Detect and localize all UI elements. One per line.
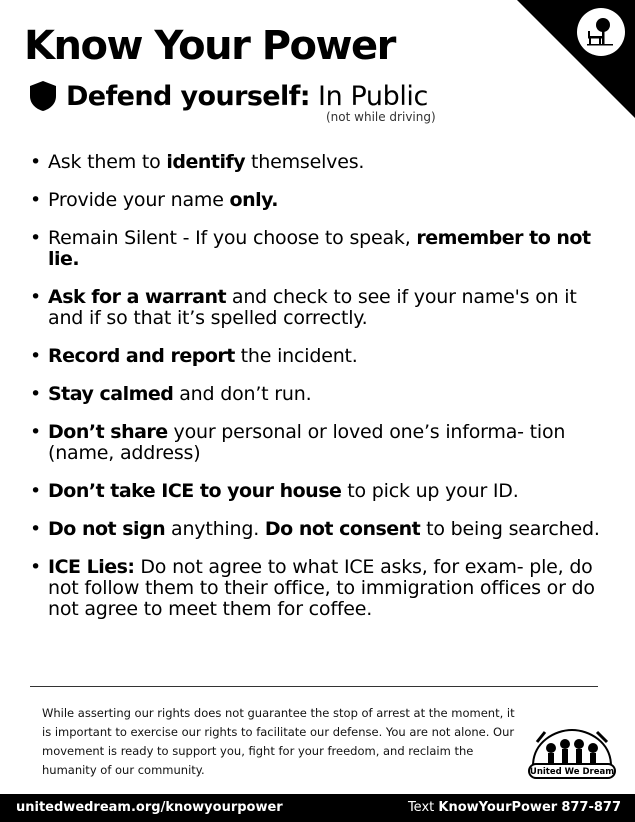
tip-text: anything. — [165, 518, 265, 540]
tip-item — [30, 152, 610, 173]
tip-emphasis: Ask for a warrant — [48, 286, 227, 308]
subtitle-bold: Defend yourself: — [66, 80, 310, 112]
tip-text: your personal or loved one’s informa- tion (name, address) — [48, 421, 566, 464]
subtitle-note: (not while driving) — [326, 110, 436, 124]
tip-item — [30, 287, 610, 329]
tip-text: and don’t run. — [173, 383, 312, 405]
tip-emphasis: Do not sign — [48, 518, 166, 540]
subtitle — [28, 78, 428, 114]
bullet-icon: • — [30, 518, 42, 540]
text-keyword: KnowYourPower — [438, 800, 558, 815]
bullet-icon: • — [30, 151, 42, 173]
tip-text: Remain Silent - If you choose to speak, — [48, 227, 417, 249]
tip-emphasis: remember to not lie. — [48, 227, 591, 270]
tip-emphasis: ICE Lies: — [48, 556, 135, 578]
page-title: Know Your Power — [24, 23, 395, 69]
bullet-icon: • — [30, 421, 42, 443]
website-link[interactable]: unitedwedream.org/knowyourpower — [16, 800, 283, 815]
tip-emphasis: Record and report — [48, 345, 235, 367]
bullet-icon: • — [30, 345, 42, 367]
tip-text: and check to see if your name's on it and if so that it’s spelled correctly. — [48, 286, 577, 329]
tip-text: the incident. — [234, 345, 358, 367]
tip-item — [30, 422, 610, 464]
tip-item — [30, 190, 610, 211]
logo-text: United We Dream — [529, 767, 615, 777]
tip-item — [30, 481, 610, 502]
tip-text: to pick up your ID. — [341, 480, 519, 502]
tip-emphasis: only. — [229, 189, 278, 211]
corner-badge — [577, 8, 625, 56]
tip-item — [30, 346, 610, 367]
tips-list — [30, 152, 610, 637]
footer-disclaimer: While asserting our rights does not guarantee the stop of arrest at the moment, it is important to exercise our rights to facilitate our defense. You are not alone. Our movement is ready to support you, fight for your freedom, and reclaim the humanity of our community. — [42, 706, 515, 777]
text-number: 877-877 — [561, 800, 621, 815]
tip-text: Do not agree to what ICE asks, for exam- ple, do not follow them to their office, to immigration offices or do not agree to meet them for coffee. — [48, 556, 595, 620]
tip-text: themselves. — [245, 151, 365, 173]
shield-icon — [28, 80, 58, 112]
bullet-icon: • — [30, 556, 42, 578]
tip-item — [30, 228, 610, 270]
tip-item — [30, 384, 610, 405]
tip-item — [30, 557, 610, 620]
bullet-icon: • — [30, 286, 42, 308]
divider — [30, 686, 598, 687]
tip-text: Ask them to — [48, 151, 167, 173]
united-we-dream-logo — [527, 722, 617, 782]
tip-emphasis: Do not consent — [264, 518, 421, 540]
tip-emphasis: Stay calmed — [48, 383, 174, 405]
tip-emphasis: identify — [166, 151, 246, 173]
tip-text: to being searched. — [420, 518, 600, 540]
text-prefix: Text — [407, 800, 435, 815]
tip-emphasis: Don’t share — [48, 421, 168, 443]
text-line — [408, 800, 621, 815]
tip-emphasis: Don’t take ICE to your house — [48, 480, 342, 502]
bullet-icon: • — [30, 383, 42, 405]
tree-bench-icon — [585, 16, 617, 48]
bullet-icon: • — [30, 480, 42, 502]
tip-item — [30, 519, 610, 540]
bullet-icon: • — [30, 227, 42, 249]
bullet-icon: • — [30, 189, 42, 211]
bottom-bar — [0, 794, 635, 822]
tip-text: Provide your name — [48, 189, 230, 211]
subtitle-plain: In Public — [318, 80, 428, 112]
